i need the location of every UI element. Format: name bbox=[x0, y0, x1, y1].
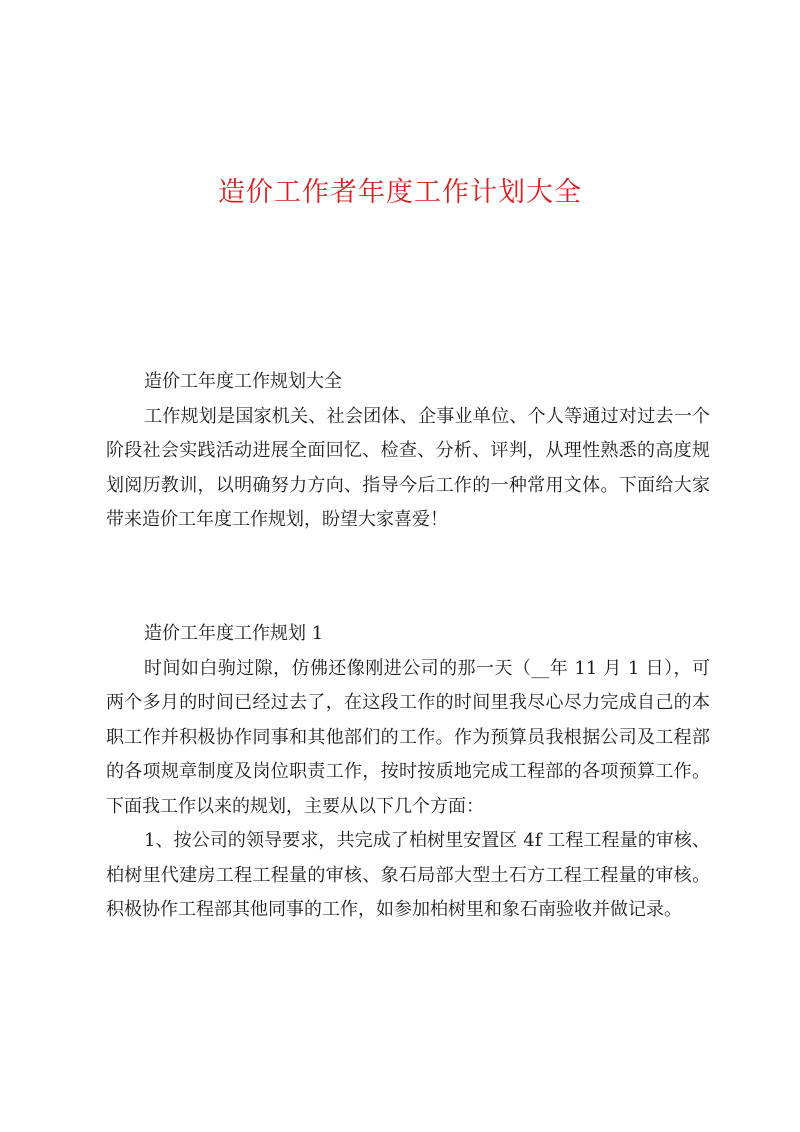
plan-1-heading: 造价工年度工作规划 1 bbox=[144, 623, 324, 644]
intro-section bbox=[106, 365, 710, 538]
plan-1-paragraph: 1、按公司的领导要求，共完成了柏树里安置区 4f 工程工程量的审核、柏树里代建房工程工程量的审核、象石局部大型土石方工程工程量的审核。积极协作工程部其他同事的工作，如参加柏树里和象石南验收并做记录。 bbox=[106, 830, 710, 920]
plan-1-paragraph: 时间如白驹过隙，仿佛还像刚进公司的那一天（__年 11 月 1 日），可两个多月的时间已经过去了，在这段工作的时间里我尽心尽力完成自己的本职工作并积极协作同事和其他部们的工作。作为预算员我根据公司及工程部的各项规章制度及岗位职责工作，按时按质地完成工程部的各项预算工作。下面我工作以来的规划，主要从以下几个方面： bbox=[106, 657, 710, 817]
intro-paragraph: 工作规划是国家机关、社会团体、企事业单位、个人等通过对过去一个阶段社会实践活动进展全面回忆、检查、分析、评判，从理性熟悉的高度规划阅历教训，以明确努力方向、指导今后工作的一种常用文体。下面给大家带来造价工年度工作规划，盼望大家喜爱！ bbox=[106, 405, 710, 530]
document-title: 造价工作者年度工作计划大全 bbox=[218, 177, 582, 208]
intro-heading: 造价工年度工作规划大全 bbox=[144, 371, 342, 392]
plan-section-1 bbox=[106, 617, 710, 928]
